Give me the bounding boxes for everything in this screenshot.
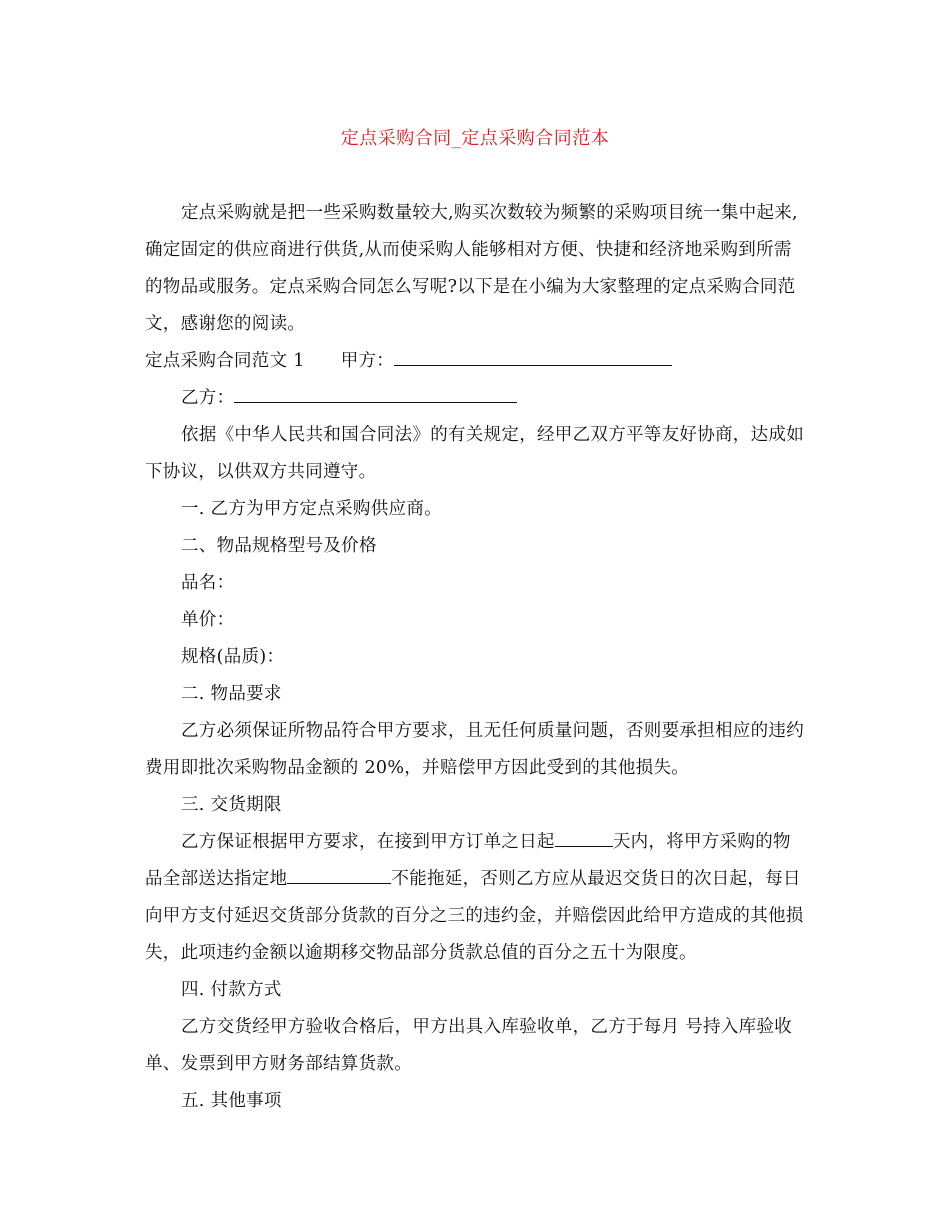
- party-a-label: 甲方：: [340, 351, 395, 371]
- document-title: 定点采购合同_定点采购合同范本: [340, 128, 610, 149]
- delivery-place-blank: [287, 865, 391, 884]
- field-name: 品名：: [181, 573, 235, 593]
- field-spec: 规格(品质)：: [181, 647, 285, 667]
- party-b-blank: [234, 384, 517, 403]
- clause-5-heading: 四. 付款方式: [181, 980, 282, 1000]
- sample-heading: 定点采购合同范文 1: [145, 351, 305, 371]
- preamble-paragraph: 依据《中华人民共和国合同法》的有关规定，经甲乙双方平等友好协商，达成如下协议，以供双方共同遵守。: [145, 425, 804, 482]
- clause-4-heading: 三. 交货期限: [181, 795, 282, 815]
- clause-1: 一. 乙方为甲方定点采购供应商。: [181, 499, 442, 519]
- clause-2-heading: 二、物品规格型号及价格: [181, 536, 377, 556]
- clause-4-part1: 乙方保证根据甲方要求，在接到甲方订单之日起: [181, 832, 555, 852]
- sample-heading-line: [145, 343, 807, 380]
- clause-3-heading: 二. 物品要求: [181, 684, 282, 704]
- clause-4-part3: 不能拖延，否则乙方应从最迟交货日的次日起，每日向甲方支付延迟交货部分货款的百分之三的违约金，并赔偿因此给甲方造成的其他损失，此项违约金额以逾期移交物品部分货款总值的百分之五十为限度。: [145, 869, 804, 963]
- clause-4-part2: 天内，将甲方采购的物品全部送达指定地: [145, 832, 791, 889]
- field-price: 单价：: [181, 610, 235, 630]
- party-b-label: 乙方：: [181, 388, 235, 408]
- delivery-days-blank: [555, 828, 613, 847]
- party-a-blank: [394, 347, 672, 366]
- clause-6-heading: 五. 其他事项: [181, 1091, 282, 1111]
- clause-5-body: 乙方交货经甲方验收合格后，甲方出具入库验收单，乙方于每月 号持入库验收单、发票到甲方财务部结算货款。: [145, 1017, 793, 1074]
- intro-paragraph: 定点采购就是把一些采购数量较大,购买次数较为频繁的采购项目统一集中起来,确定固定的供应商进行供货,从而使采购人能够相对方便、快捷和经济地采购到所需的物品或服务。定点采购合同怎么写呢?以下是在小编为大家整理的定点采购合同范文，感谢您的阅读。: [145, 203, 798, 334]
- party-b-line: [145, 380, 807, 417]
- document-body: [145, 195, 807, 1120]
- clause-4-body: [145, 824, 807, 972]
- clause-3-body: 乙方必须保证所物品符合甲方要求，且无任何质量问题，否则要承担相应的违约费用即批次采购物品金额的 20%，并赔偿甲方因此受到的其他损失。: [145, 721, 804, 778]
